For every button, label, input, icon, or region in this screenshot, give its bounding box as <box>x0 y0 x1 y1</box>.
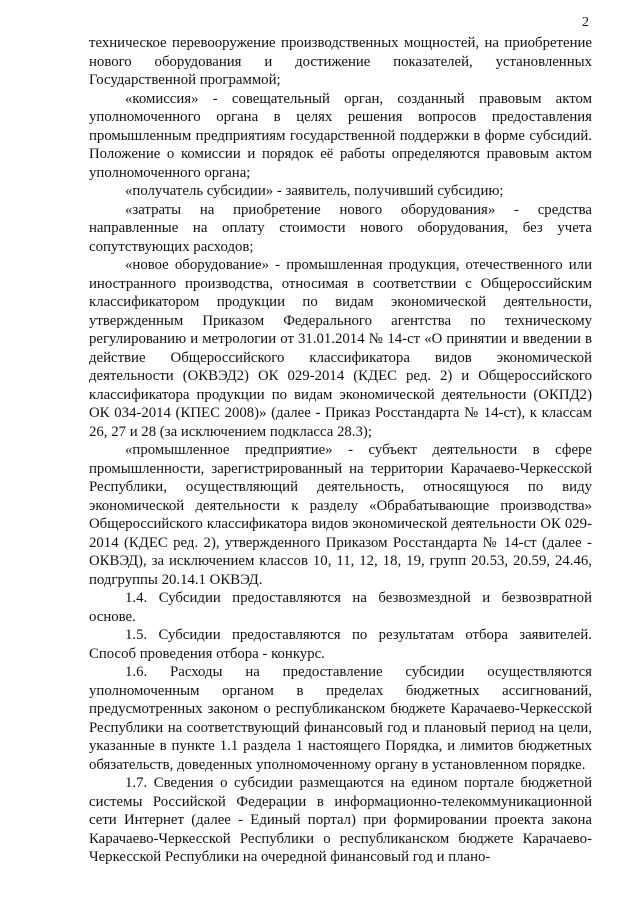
paragraph-recipient-definition: «получатель субсидии» - заявитель, получивший субсидию; <box>125 183 504 199</box>
paragraph-section-1-4: 1.4. Субсидии предоставляются на безвозмездной и безвозвратной основе. <box>89 590 592 625</box>
paragraph-section-1-7: 1.7. Сведения о субсидии размещаются на едином портале бюджетной системы Российской Федерации в информационно-телекоммуникационной сети Интернет (далее - Единый портал) при формировании проекта закона Карачаево-Черкесской Республики о республиканском бюджете Карачаево-Черкесской Республики на очередной финансовый год и плано- <box>89 775 592 865</box>
paragraph-new-equipment-definition: «новое оборудование» - промышленная продукция, отечественного или иностранного производства, относимая в соответствии с Общероссийским классификатором продукции по видам экономической деятельности, утвержденным Приказом Федерального агентства по техническому регулированию и метрологии от 31.01.2014 № 14-ст «О принятии и введении в действие Общероссийского классификатора видов экономической деятельности (ОКВЭД2) ОК 029-2014 (КДЕС ред. 2) и Общероссийского классификатора продукции по видам экономической деятельности (ОКПД2) ОК 034-2014 (КПЕС 2008)» (далее - Приказ Росстандарта № 14-ст), к классам 26, 27 и 28 (за исключением подкласса 28.3); <box>89 257 592 440</box>
page-number: 2 <box>582 15 589 30</box>
paragraph-industrial-enterprise-definition: «промышленное предприятие» - субъект деятельности в сфере промышленности, зарегистрированный на территории Карачаево-Черкесской Республики, осуществляющий деятельность, относящуюся по виду экономической деятельности к разделу «Обрабатывающие производства» Общероссийского классификатора видов экономической деятельности ОК 029-2014 (КДЕС ред. 2), утвержденного Приказом Росстандарта № 14-ст (далее - ОКВЭД), за исключением классов 10, 11, 12, 18, 19, групп 20.53, 20.59, 24.46, подгруппы 20.14.1 ОКВЭД. <box>89 442 592 588</box>
paragraph-section-1-5: 1.5. Субсидии предоставляются по результатам отбора заявителей. Способ проведения отбора - конкурс. <box>89 627 592 662</box>
document-body <box>89 34 592 867</box>
paragraph-section-1-6: 1.6. Расходы на предоставление субсидии осуществляются уполномоченным органом в пределах бюджетных ассигнований, предусмотренных законом о республиканском бюджете Карачаево-Черкесской Республики на соответствующий финансовый год и плановый период на цели, указанные в пункте 1.1 раздела 1 настоящего Порядка, и лимитов бюджетных обязательств, доведенных уполномоченному органу в установленном порядке. <box>89 664 592 773</box>
paragraph-costs-definition: «затраты на приобретение нового оборудования» - средства направленные на оплату стоимости нового оборудования, без учета сопутствующих расходов; <box>89 201 592 255</box>
paragraph-equipment-continued: техническое перевооружение производственных мощностей, на приобретение нового оборудования и достижение показателей, установленных Государственной программой; <box>89 35 592 88</box>
paragraph-commission-definition: «комиссия» - совещательный орган, созданный правовым актом уполномоченного органа в целях решения вопросов предоставления промышленным предприятиям государственной поддержки в форме субсидий. Положение о комиссии и порядок её работы определяются правовым актом уполномоченного органа; <box>89 90 592 181</box>
